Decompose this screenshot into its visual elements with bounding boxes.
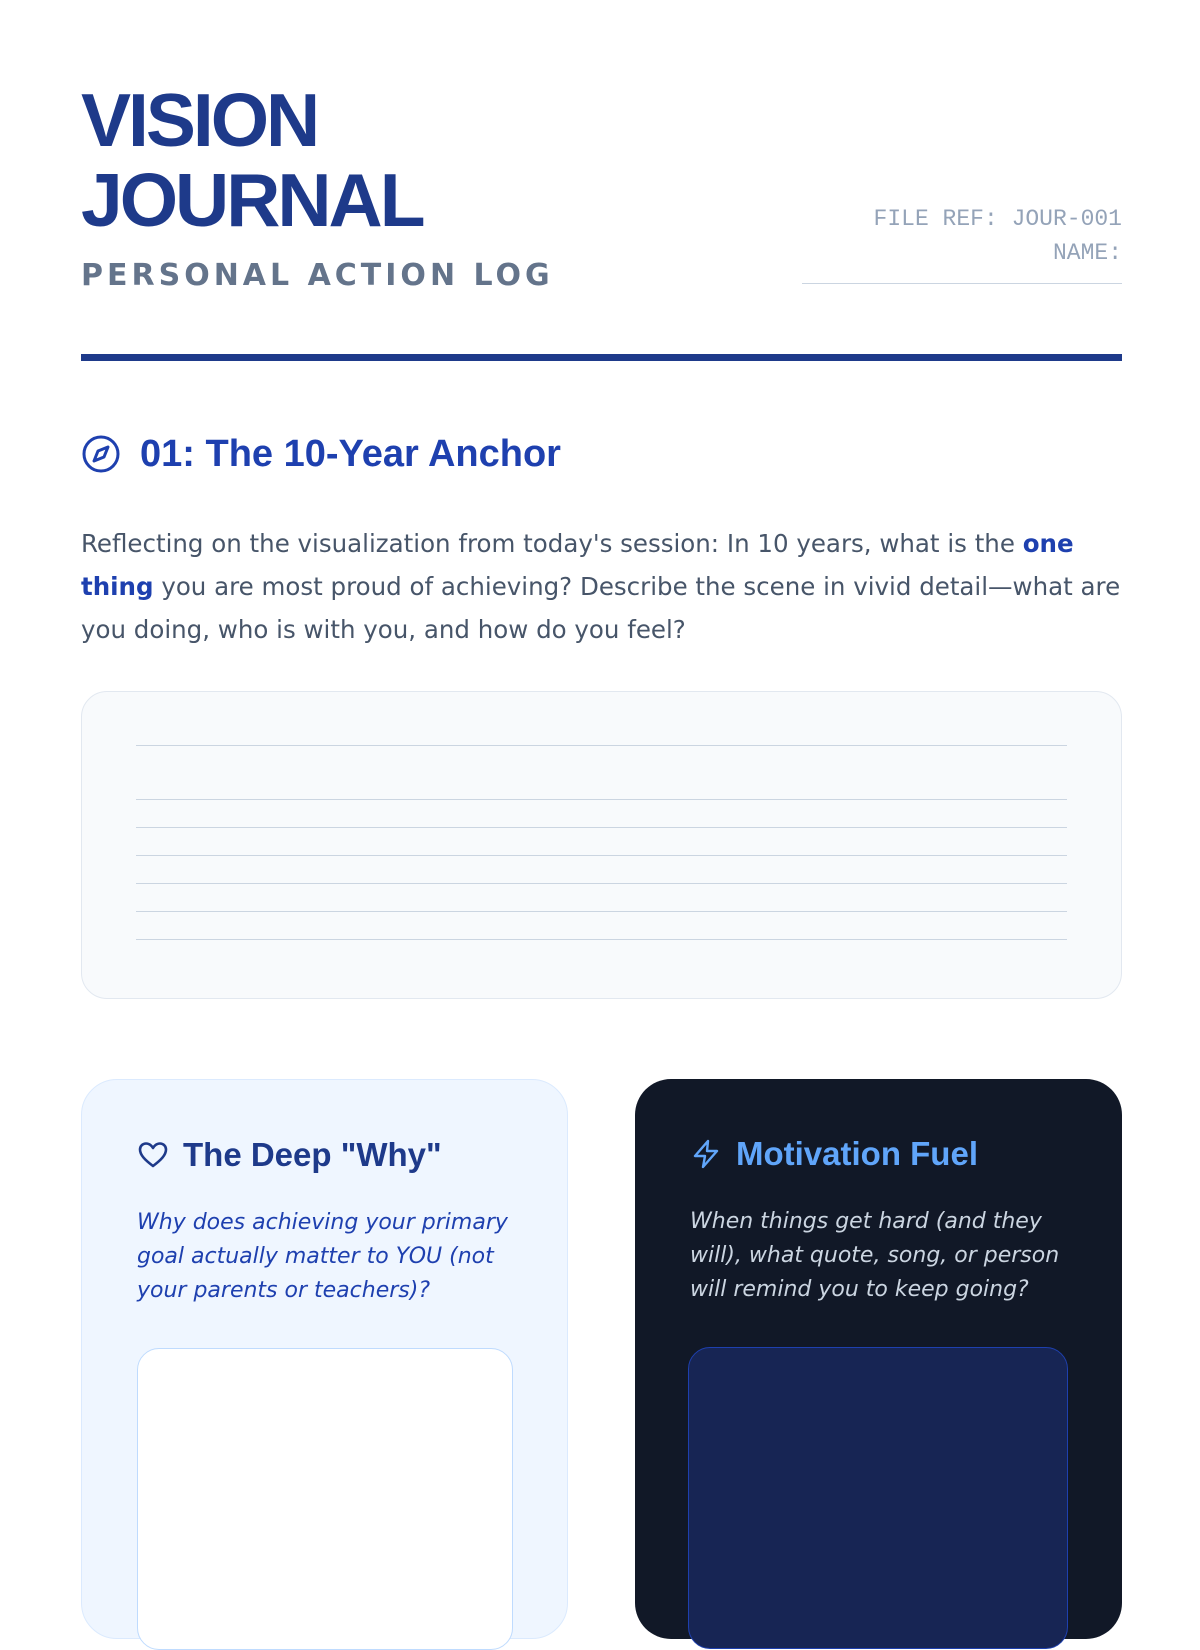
compass-icon xyxy=(81,434,121,474)
page-subtitle: PERSONAL ACTION LOG xyxy=(81,258,554,293)
motivation-fuel-heading-row xyxy=(690,1135,978,1173)
journal-page xyxy=(81,0,1122,1600)
prompt-emphasis: one thing xyxy=(81,529,1074,601)
page-title xyxy=(81,80,423,240)
page-header xyxy=(81,0,1122,362)
deep-why-prompt: Why does achieving your primary goal actually matter to YOU (not your parents or teachers)? xyxy=(137,1210,508,1303)
writing-line xyxy=(136,799,1067,800)
writing-line xyxy=(136,745,1067,746)
motivation-fuel-answer-area[interactable] xyxy=(688,1347,1068,1649)
deep-why-heading: The Deep "Why" xyxy=(183,1136,442,1173)
prompt-text-start: Reflecting on the visualization from today's session: In 10 years, what is the xyxy=(81,529,1023,558)
lightning-icon xyxy=(690,1138,722,1170)
heart-icon xyxy=(137,1139,169,1171)
writing-line xyxy=(136,939,1067,940)
name-label: NAME: xyxy=(1052,240,1122,266)
writing-line xyxy=(136,855,1067,856)
anchor-answer-area[interactable] xyxy=(81,691,1122,999)
deep-why-card xyxy=(81,1079,568,1639)
motivation-fuel-prompt: When things get hard (and they will), what quote, song, or person will remind you to keep going? xyxy=(690,1209,1060,1302)
file-ref: FILE REF: JOUR-001 xyxy=(873,206,1122,232)
deep-why-answer-area[interactable] xyxy=(137,1348,513,1650)
section-heading: 01: The 10-Year Anchor xyxy=(140,432,561,475)
writing-line xyxy=(136,883,1067,884)
title-line-2: JOURNAL xyxy=(81,158,423,242)
file-meta xyxy=(792,202,1122,284)
motivation-fuel-heading: Motivation Fuel xyxy=(736,1135,978,1172)
title-line-1: VISION xyxy=(81,78,318,162)
name-field[interactable] xyxy=(802,283,1122,284)
header-divider xyxy=(81,354,1122,361)
section-heading-row xyxy=(81,432,561,476)
section-prompt xyxy=(81,522,1122,651)
prompt-text-end: you are most proud of achieving? Describe the scene in vivid detail—what are you doing, who is with you, and how do you feel? xyxy=(81,572,1121,644)
writing-line xyxy=(136,911,1067,912)
writing-line xyxy=(136,827,1067,828)
deep-why-heading-row xyxy=(137,1136,442,1174)
motivation-fuel-card xyxy=(635,1079,1122,1639)
